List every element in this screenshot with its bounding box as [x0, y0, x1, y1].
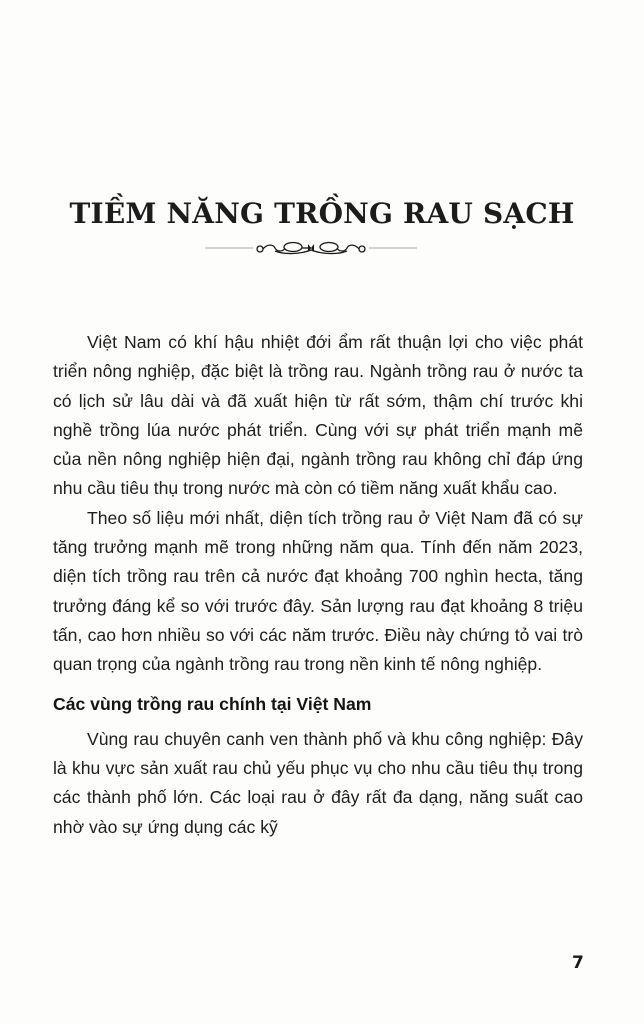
paragraph: Vùng rau chuyên canh ven thành phố và khu công nghiệp: Đây là khu vực sản xuất rau chủ yếu phục vụ cho nhu cầu tiêu thụ trong các thành phố lớn. Các loại rau ở đây rất đa dạng, năng suất cao nhờ vào sự ứng dụng các kỹ: [53, 728, 583, 837]
paragraph: Theo số liệu mới nhất, diện tích trồng rau ở Việt Nam đã có sự tăng trưởng mạnh mẽ trong những năm qua. Tính đến năm 2023, diện tích trồng rau trên cả nước đạt khoảng 700 nghìn hecta, tăng trưởng đáng kể so với trước đây. Sản lượng rau đạt khoảng 8 triệu tấn, cao hơn nhiều so với các năm trước. Điều này chứng tỏ vai trò quan trọng của ngành trồng rau trong nền kinh tế nông nghiệp.: [53, 507, 583, 675]
decorative-divider-icon: [205, 240, 417, 256]
section-heading: Các vùng trồng rau chính tại Việt Nam: [53, 693, 372, 714]
chapter-title: TIỀM NĂNG TRỒNG RAU SẠCH: [69, 197, 575, 230]
body-content: [53, 328, 583, 842]
paragraph: Việt Nam có khí hậu nhiệt đới ẩm rất thuận lợi cho việc phát triển nông nghiệp, đặc biệt là trồng rau. Ngành trồng rau ở nước ta có lịch sử lâu dài và đã xuất hiện từ rất sớm, thậm chí trước khi nghề trồng lúa nước phát triển. Cùng với sự phát triển mạnh mẽ của nền nông nghiệp hiện đại, ngành trồng rau không chỉ đáp ứng nhu cầu tiêu thụ trong nước mà còn có tiềm năng xuất khẩu cao.: [53, 332, 583, 499]
page-number: 7: [572, 953, 584, 973]
